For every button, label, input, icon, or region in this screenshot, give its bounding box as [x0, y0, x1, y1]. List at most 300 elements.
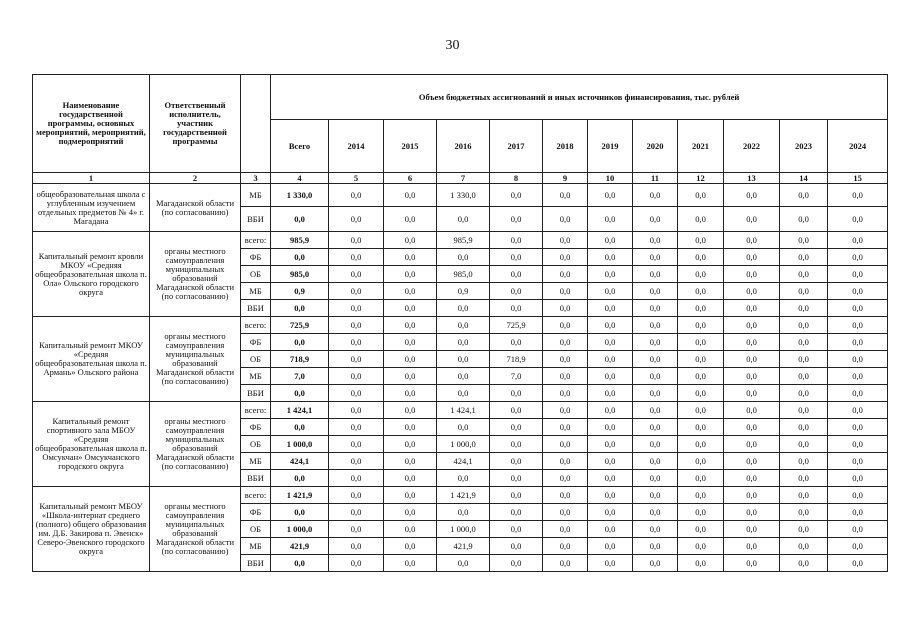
column-number: 5 — [329, 173, 384, 184]
year-value: 0,0 — [490, 487, 543, 504]
year-value: 0,0 — [490, 385, 543, 402]
page-number: 30 — [445, 38, 460, 53]
year-value: 0,0 — [724, 334, 780, 351]
year-value: 0,0 — [780, 453, 828, 470]
year-value: 0,0 — [543, 317, 588, 334]
year-value: 0,0 — [329, 184, 384, 207]
total-value: 0,0 — [271, 249, 329, 266]
year-value: 0,0 — [384, 419, 437, 436]
year-value: 0,0 — [384, 538, 437, 555]
year-value: 0,0 — [543, 419, 588, 436]
year-value: 0,0 — [633, 538, 678, 555]
year-value: 0,0 — [329, 555, 384, 572]
year-value: 0,0 — [633, 184, 678, 207]
year-value: 0,0 — [588, 207, 633, 232]
column-number: 8 — [490, 173, 543, 184]
funding-source: всего: — [241, 402, 271, 419]
year-value: 0,0 — [678, 419, 724, 436]
year-value: 0,0 — [724, 521, 780, 538]
year-value: 0,0 — [437, 504, 490, 521]
year-value: 0,0 — [490, 453, 543, 470]
column-number: 2 — [150, 173, 241, 184]
year-value: 1 000,0 — [437, 521, 490, 538]
year-value: 0,0 — [329, 351, 384, 368]
header-total: Всего — [271, 120, 329, 173]
total-value: 0,0 — [271, 300, 329, 317]
year-value: 0,0 — [633, 419, 678, 436]
year-value: 0,0 — [588, 385, 633, 402]
column-number: 14 — [780, 173, 828, 184]
year-value: 0,0 — [329, 317, 384, 334]
year-value: 0,0 — [780, 419, 828, 436]
year-value: 0,0 — [588, 470, 633, 487]
year-value: 0,0 — [724, 368, 780, 385]
year-value: 0,0 — [828, 232, 888, 249]
year-value: 0,0 — [543, 207, 588, 232]
year-value: 0,0 — [780, 283, 828, 300]
year-value: 0,0 — [329, 453, 384, 470]
year-value: 0,0 — [633, 436, 678, 453]
year-value: 0,0 — [780, 521, 828, 538]
year-value: 0,0 — [633, 300, 678, 317]
year-value: 0,0 — [678, 487, 724, 504]
year-value: 0,0 — [724, 419, 780, 436]
year-value: 0,0 — [724, 538, 780, 555]
year-value: 0,0 — [780, 266, 828, 283]
column-number: 15 — [828, 173, 888, 184]
year-value: 0,0 — [384, 402, 437, 419]
year-value: 0,0 — [588, 300, 633, 317]
year-value: 718,9 — [490, 351, 543, 368]
year-value: 0,0 — [678, 283, 724, 300]
year-value: 0,0 — [490, 555, 543, 572]
year-value: 0,0 — [724, 385, 780, 402]
year-value: 0,0 — [678, 184, 724, 207]
year-value: 0,0 — [437, 470, 490, 487]
total-value: 725,9 — [271, 317, 329, 334]
year-value: 0,0 — [490, 249, 543, 266]
year-value: 0,0 — [724, 266, 780, 283]
year-value: 0,0 — [490, 521, 543, 538]
year-value: 0,0 — [633, 453, 678, 470]
year-value: 0,0 — [724, 504, 780, 521]
year-value: 0,0 — [384, 283, 437, 300]
header-name: Наименование государственной программы, основных мероприятий, мероприятий, подмероприятий — [33, 75, 150, 173]
table-row — [33, 184, 888, 207]
year-value: 0,0 — [678, 555, 724, 572]
header-year: 2023 — [780, 120, 828, 173]
year-value: 0,0 — [437, 555, 490, 572]
header-volume: Объем бюджетных ассигнований и иных источников финансирования, тыс. рублей — [271, 75, 888, 120]
year-value: 0,0 — [828, 207, 888, 232]
measure-name: общеобразовательная школа с углубленным изучением отдельных предметов № 4» г. Магадана — [33, 184, 150, 232]
column-number: 10 — [588, 173, 633, 184]
year-value: 0,0 — [329, 419, 384, 436]
year-value: 0,0 — [678, 207, 724, 232]
total-value: 0,0 — [271, 334, 329, 351]
measure-name: Капитальный ремонт кровли МКОУ «Средняя общеобразовательная школа п. Ола» Ольского городского округа — [33, 232, 150, 317]
year-value: 0,0 — [780, 300, 828, 317]
year-value: 0,0 — [633, 487, 678, 504]
total-value: 7,0 — [271, 368, 329, 385]
year-value: 0,0 — [780, 207, 828, 232]
column-number: 9 — [543, 173, 588, 184]
year-value: 0,0 — [329, 436, 384, 453]
year-value: 0,0 — [588, 266, 633, 283]
year-value: 0,0 — [384, 207, 437, 232]
table-row — [33, 487, 888, 504]
year-value: 0,0 — [543, 521, 588, 538]
header-year: 2024 — [828, 120, 888, 173]
year-value: 0,0 — [828, 504, 888, 521]
year-value: 0,0 — [678, 232, 724, 249]
funding-source: ВБИ — [241, 300, 271, 317]
year-value: 0,9 — [437, 283, 490, 300]
year-value: 0,0 — [633, 232, 678, 249]
year-value: 0,0 — [828, 317, 888, 334]
measure-name: Капитальный ремонт МКОУ «Средняя общеобразовательная школа п. Армань» Ольского района — [33, 317, 150, 402]
year-value: 0,0 — [780, 184, 828, 207]
year-value: 0,0 — [384, 385, 437, 402]
year-value: 0,0 — [543, 555, 588, 572]
year-value: 0,0 — [678, 334, 724, 351]
year-value: 0,0 — [724, 184, 780, 207]
year-value: 0,0 — [678, 402, 724, 419]
year-value: 0,0 — [490, 300, 543, 317]
column-number: 12 — [678, 173, 724, 184]
year-value: 0,0 — [384, 470, 437, 487]
year-value: 0,0 — [780, 317, 828, 334]
total-value: 718,9 — [271, 351, 329, 368]
measure-name: Капитальный ремонт спортивного зала МБОУ «Средняя общеобразовательная школа п. Омсукчан» Омсукчанского городского округа — [33, 402, 150, 487]
year-value: 0,0 — [678, 504, 724, 521]
year-value: 0,0 — [828, 436, 888, 453]
total-value: 0,9 — [271, 283, 329, 300]
year-value: 0,0 — [588, 317, 633, 334]
year-value: 0,0 — [678, 385, 724, 402]
header-responsible: Ответственный исполнитель, участник государственной программы — [150, 75, 241, 173]
total-value: 0,0 — [271, 470, 329, 487]
funding-source: МБ — [241, 453, 271, 470]
year-value: 0,0 — [678, 368, 724, 385]
funding-source: ОБ — [241, 521, 271, 538]
year-value: 0,0 — [724, 249, 780, 266]
header-year: 2015 — [384, 120, 437, 173]
responsible-executor: Магаданской области (по согласованию) — [150, 184, 241, 232]
year-value: 0,0 — [588, 184, 633, 207]
funding-source: ВБИ — [241, 470, 271, 487]
year-value: 0,0 — [633, 385, 678, 402]
year-value: 0,0 — [543, 334, 588, 351]
year-value: 0,0 — [724, 402, 780, 419]
funding-source: МБ — [241, 368, 271, 385]
year-value: 0,0 — [678, 521, 724, 538]
year-value: 0,0 — [329, 249, 384, 266]
year-value: 0,0 — [633, 402, 678, 419]
header-year: 2017 — [490, 120, 543, 173]
table-row — [33, 402, 888, 419]
year-value: 0,0 — [329, 402, 384, 419]
funding-source: ВБИ — [241, 555, 271, 572]
year-value: 0,0 — [437, 300, 490, 317]
header-year: 2022 — [724, 120, 780, 173]
year-value: 0,0 — [780, 351, 828, 368]
year-value: 0,0 — [828, 453, 888, 470]
year-value: 0,0 — [588, 538, 633, 555]
year-value: 0,0 — [724, 453, 780, 470]
responsible-executor: органы местного самоуправления муниципальных образований Магаданской области (по согласованию) — [150, 232, 241, 317]
year-value: 0,0 — [437, 419, 490, 436]
year-value: 0,0 — [543, 436, 588, 453]
funding-source: ФБ — [241, 334, 271, 351]
year-value: 0,0 — [724, 317, 780, 334]
funding-source: ФБ — [241, 419, 271, 436]
header-source — [241, 75, 271, 173]
year-value: 0,0 — [490, 184, 543, 207]
funding-source: МБ — [241, 538, 271, 555]
year-value: 0,0 — [588, 453, 633, 470]
year-value: 0,0 — [780, 368, 828, 385]
table-row — [33, 232, 888, 249]
total-value: 1 000,0 — [271, 521, 329, 538]
year-value: 0,0 — [384, 504, 437, 521]
year-value: 0,0 — [828, 487, 888, 504]
year-value: 725,9 — [490, 317, 543, 334]
year-value: 0,0 — [828, 538, 888, 555]
year-value: 0,0 — [543, 487, 588, 504]
year-value: 0,0 — [329, 538, 384, 555]
year-value: 0,0 — [828, 351, 888, 368]
year-value: 0,0 — [384, 368, 437, 385]
funding-source: ФБ — [241, 504, 271, 521]
year-value: 0,0 — [724, 487, 780, 504]
year-value: 0,0 — [384, 334, 437, 351]
year-value: 0,0 — [828, 470, 888, 487]
year-value: 0,0 — [633, 504, 678, 521]
year-value: 0,0 — [384, 184, 437, 207]
year-value: 0,0 — [780, 436, 828, 453]
year-value: 0,0 — [724, 351, 780, 368]
year-value: 0,0 — [437, 249, 490, 266]
year-value: 0,0 — [384, 521, 437, 538]
total-value: 985,9 — [271, 232, 329, 249]
year-value: 0,0 — [384, 249, 437, 266]
year-value: 0,0 — [724, 232, 780, 249]
year-value: 1 424,1 — [437, 402, 490, 419]
year-value: 0,0 — [678, 538, 724, 555]
year-value: 0,0 — [633, 283, 678, 300]
year-value: 0,0 — [678, 470, 724, 487]
header-year: 2019 — [588, 120, 633, 173]
funding-source: всего: — [241, 232, 271, 249]
column-number: 7 — [437, 173, 490, 184]
year-value: 985,9 — [437, 232, 490, 249]
total-value: 0,0 — [271, 207, 329, 232]
year-value: 0,0 — [329, 385, 384, 402]
total-value: 0,0 — [271, 385, 329, 402]
year-value: 0,0 — [780, 385, 828, 402]
year-value: 0,0 — [588, 402, 633, 419]
year-value: 0,0 — [490, 266, 543, 283]
year-value: 0,0 — [780, 232, 828, 249]
total-value: 0,0 — [271, 504, 329, 521]
funding-source: ОБ — [241, 436, 271, 453]
header-year: 2020 — [633, 120, 678, 173]
year-value: 0,0 — [384, 453, 437, 470]
year-value: 1 330,0 — [437, 184, 490, 207]
year-value: 7,0 — [490, 368, 543, 385]
year-value: 0,0 — [678, 300, 724, 317]
year-value: 0,0 — [543, 402, 588, 419]
year-value: 0,0 — [490, 470, 543, 487]
year-value: 0,0 — [828, 385, 888, 402]
year-value: 0,0 — [588, 555, 633, 572]
year-value: 0,0 — [490, 538, 543, 555]
year-value: 0,0 — [633, 555, 678, 572]
year-value: 0,0 — [678, 436, 724, 453]
year-value: 0,0 — [828, 555, 888, 572]
total-value: 0,0 — [271, 419, 329, 436]
total-value: 1 424,1 — [271, 402, 329, 419]
year-value: 0,0 — [633, 521, 678, 538]
year-value: 985,0 — [437, 266, 490, 283]
year-value: 0,0 — [828, 283, 888, 300]
year-value: 0,0 — [329, 334, 384, 351]
year-value: 0,0 — [828, 249, 888, 266]
year-value: 0,0 — [490, 504, 543, 521]
year-value: 0,0 — [780, 402, 828, 419]
year-value: 1 000,0 — [437, 436, 490, 453]
year-value: 0,0 — [329, 300, 384, 317]
year-value: 424,1 — [437, 453, 490, 470]
column-number: 6 — [384, 173, 437, 184]
year-value: 0,0 — [384, 351, 437, 368]
year-value: 0,0 — [329, 504, 384, 521]
year-value: 0,0 — [780, 487, 828, 504]
year-value: 0,0 — [543, 538, 588, 555]
year-value: 0,0 — [828, 419, 888, 436]
year-value: 0,0 — [588, 283, 633, 300]
year-value: 0,0 — [543, 385, 588, 402]
year-value: 0,0 — [543, 232, 588, 249]
column-number: 1 — [33, 173, 150, 184]
year-value: 0,0 — [437, 385, 490, 402]
column-number: 4 — [271, 173, 329, 184]
year-value: 0,0 — [329, 521, 384, 538]
year-value: 0,0 — [724, 436, 780, 453]
year-value: 0,0 — [490, 436, 543, 453]
year-value: 0,0 — [678, 453, 724, 470]
year-value: 0,0 — [633, 334, 678, 351]
column-number: 13 — [724, 173, 780, 184]
year-value: 0,0 — [437, 368, 490, 385]
year-value: 0,0 — [543, 249, 588, 266]
year-value: 0,0 — [678, 351, 724, 368]
year-value: 0,0 — [384, 487, 437, 504]
total-value: 421,9 — [271, 538, 329, 555]
year-value: 0,0 — [329, 283, 384, 300]
budget-table — [32, 74, 888, 572]
year-value: 421,9 — [437, 538, 490, 555]
year-value: 0,0 — [633, 368, 678, 385]
year-value: 0,0 — [384, 436, 437, 453]
year-value: 1 421,9 — [437, 487, 490, 504]
measure-name: Капитальный ремонт МБОУ «Школа-интернат среднего (полного) общего образования им. Д.Б. Закирова п. Эвенск» Северо-Эвенского городского округа — [33, 487, 150, 572]
year-value: 0,0 — [329, 368, 384, 385]
year-value: 0,0 — [543, 266, 588, 283]
year-value: 0,0 — [588, 521, 633, 538]
year-value: 0,0 — [543, 504, 588, 521]
year-value: 0,0 — [490, 402, 543, 419]
year-value: 0,0 — [780, 504, 828, 521]
year-value: 0,0 — [329, 266, 384, 283]
year-value: 0,0 — [437, 334, 490, 351]
year-value: 0,0 — [780, 555, 828, 572]
year-value: 0,0 — [490, 419, 543, 436]
year-value: 0,0 — [543, 184, 588, 207]
header-year: 2021 — [678, 120, 724, 173]
total-value: 1 421,9 — [271, 487, 329, 504]
total-value: 1 330,0 — [271, 184, 329, 207]
year-value: 0,0 — [633, 207, 678, 232]
year-value: 0,0 — [588, 334, 633, 351]
year-value: 0,0 — [780, 470, 828, 487]
year-value: 0,0 — [633, 351, 678, 368]
year-value: 0,0 — [678, 266, 724, 283]
column-number: 3 — [241, 173, 271, 184]
header-year: 2016 — [437, 120, 490, 173]
year-value: 0,0 — [828, 266, 888, 283]
year-value: 0,0 — [724, 470, 780, 487]
year-value: 0,0 — [633, 470, 678, 487]
funding-source: МБ — [241, 184, 271, 207]
year-value: 0,0 — [780, 249, 828, 266]
year-value: 0,0 — [588, 504, 633, 521]
year-value: 0,0 — [633, 266, 678, 283]
funding-source: всего: — [241, 487, 271, 504]
responsible-executor: органы местного самоуправления муниципальных образований Магаданской области (по согласованию) — [150, 402, 241, 487]
funding-source: ФБ — [241, 249, 271, 266]
year-value: 0,0 — [588, 249, 633, 266]
year-value: 0,0 — [490, 207, 543, 232]
year-value: 0,0 — [633, 317, 678, 334]
total-value: 0,0 — [271, 555, 329, 572]
total-value: 985,0 — [271, 266, 329, 283]
year-value: 0,0 — [384, 266, 437, 283]
year-value: 0,0 — [780, 334, 828, 351]
funding-source: ОБ — [241, 351, 271, 368]
funding-source: МБ — [241, 283, 271, 300]
year-value: 0,0 — [678, 249, 724, 266]
year-value: 0,0 — [384, 232, 437, 249]
responsible-executor: органы местного самоуправления муниципальных образований Магаданской области (по согласованию) — [150, 317, 241, 402]
year-value: 0,0 — [828, 402, 888, 419]
year-value: 0,0 — [543, 300, 588, 317]
year-value: 0,0 — [543, 470, 588, 487]
year-value: 0,0 — [724, 207, 780, 232]
year-value: 0,0 — [588, 419, 633, 436]
year-value: 0,0 — [724, 300, 780, 317]
year-value: 0,0 — [543, 453, 588, 470]
column-number: 11 — [633, 173, 678, 184]
year-value: 0,0 — [588, 232, 633, 249]
total-value: 1 000,0 — [271, 436, 329, 453]
year-value: 0,0 — [828, 368, 888, 385]
funding-source: ВБИ — [241, 385, 271, 402]
table-row — [33, 317, 888, 334]
total-value: 424,1 — [271, 453, 329, 470]
year-value: 0,0 — [384, 317, 437, 334]
